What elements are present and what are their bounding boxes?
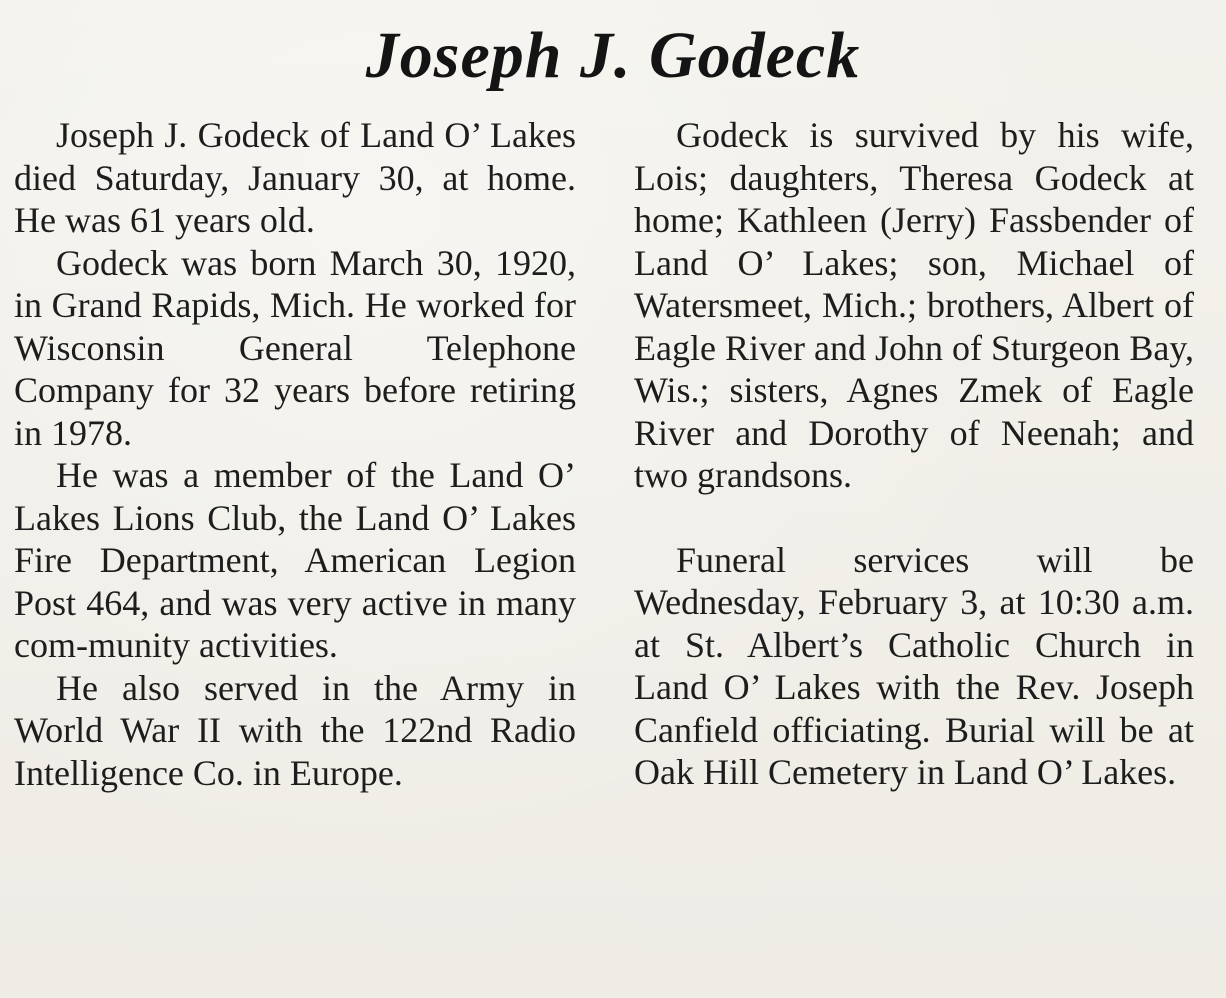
- right-column: [634, 114, 1194, 794]
- left-column: [14, 114, 576, 794]
- paragraph-funeral-services: Funeral services will be Wednesday, February 3, at 10:30 a.m. at St. Albert’s Catholic Church in Land O’ Lakes with the Rev. Joseph Canfield officiating. Burial will be at Oak Hill Cemetery in Land O’ Lakes.: [634, 539, 1194, 792]
- paragraph-memberships: He was a member of the Land O’ Lakes Lions Club, the Land O’ Lakes Fire Department, American Legion Post 464, and was very active in many com-munity activities.: [14, 455, 576, 665]
- obituary-headline: Joseph J. Godeck: [365, 19, 861, 92]
- paragraph-death-notice: Joseph J. Godeck of Land O’ Lakes died Saturday, January 30, at home. He was 61 years old.: [14, 115, 576, 240]
- paragraph-survivors: Godeck is survived by his wife, Lois; daughters, Theresa Godeck at home; Kathleen (Jerry) Fassbender of Land O’ Lakes; son, Michael of Watersmeet, Mich.; brothers, Albert of Eagle River and John of Sturgeon Bay, Wis.; sisters, Agnes Zmek of Eagle River and Dorothy of Neenah; and two grandsons.: [634, 115, 1194, 495]
- paragraph-birth-career: Godeck was born March 30, 1920, in Grand Rapids, Mich. He worked for Wisconsin General Telephone Company for 32 years before retiring in 1978.: [14, 242, 576, 453]
- paragraph-military-service: He also served in the Army in World War II with the 122nd Radio Intelligence Co. in Europe.: [14, 667, 576, 793]
